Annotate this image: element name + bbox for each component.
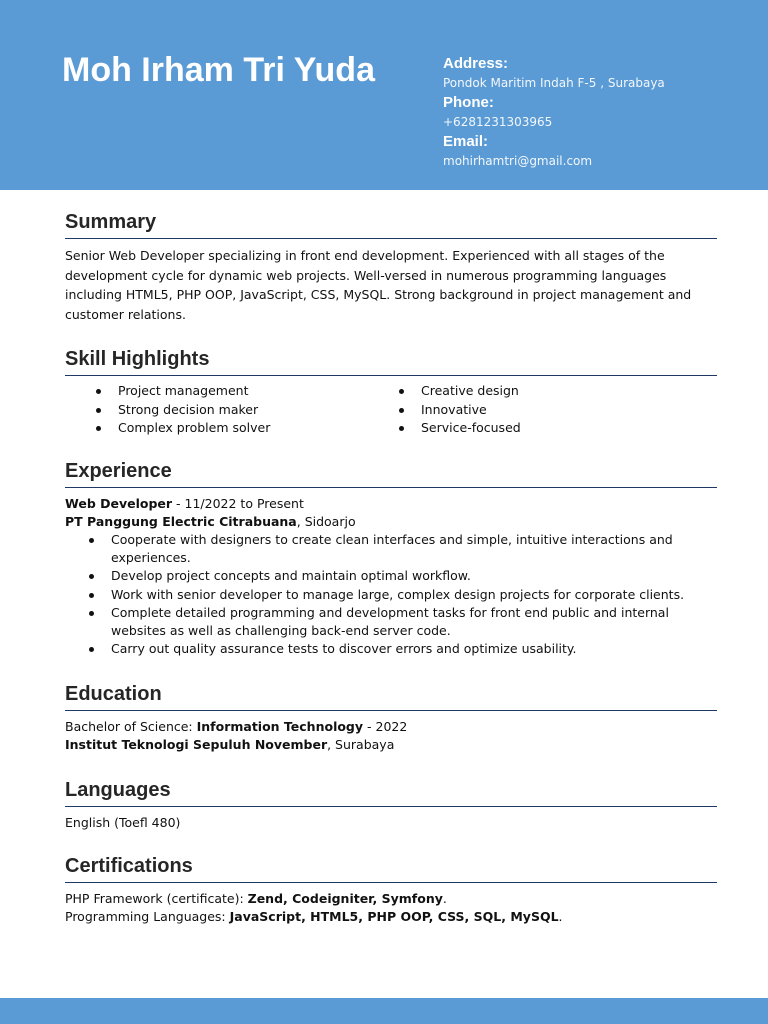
school-line [65, 736, 717, 754]
certification-line [65, 890, 717, 908]
duty-text: Carry out quality assurance tests to discover errors and optimize usability. [111, 641, 577, 657]
skill-item [368, 382, 671, 401]
skills-title: Skill Highlights [65, 347, 717, 376]
skills-right-list [368, 382, 671, 438]
cert-suffix: . [558, 908, 563, 924]
certification-line [65, 908, 717, 926]
footer-bar [0, 998, 768, 1024]
email-label: Email: [443, 133, 489, 150]
skill-item [368, 401, 671, 420]
cert-prefix: Programming Languages: [65, 908, 230, 924]
bullet-icon [89, 647, 94, 652]
cert-detail: Zend, Codeigniter, Symfony [247, 891, 443, 906]
bullet-icon [399, 389, 404, 394]
bullet-icon [399, 408, 404, 413]
bullet-icon [89, 611, 94, 616]
bullet-icon [89, 574, 94, 579]
education-section [65, 682, 717, 753]
duty-item [65, 586, 701, 604]
skill-item [368, 419, 671, 438]
skill-label: Project management [118, 383, 249, 398]
header-banner [0, 0, 768, 190]
duty-item [65, 531, 701, 567]
skill-item [65, 419, 368, 438]
address-value: Pondok Maritim Indah F-5 , Surabaya [443, 76, 665, 90]
duty-item [65, 604, 701, 640]
candidate-name: Moh Irham Tri Yuda [62, 51, 375, 89]
degree-line [65, 718, 717, 736]
phone-value: +6281231303965 [443, 115, 553, 129]
duty-item [65, 567, 701, 585]
cert-suffix: . [442, 891, 447, 906]
degree-year: - 2022 [363, 719, 408, 734]
bullet-icon [89, 538, 94, 543]
duty-item [65, 640, 701, 658]
job-title: Web Developer [65, 496, 173, 511]
duties-list [65, 531, 717, 658]
skill-label: Strong decision maker [118, 401, 259, 417]
contact-block [443, 54, 763, 171]
duty-text: Work with senior developer to manage large, complex design projects for corporate clients. [111, 586, 685, 602]
languages-title: Languages [65, 778, 717, 807]
phone-label: Phone: [443, 94, 494, 111]
duty-text: Cooperate with designers to create clean interfaces and simple, intuitive interactions and experiences. [111, 532, 673, 566]
cert-prefix: PHP Framework (certificate): [65, 891, 248, 906]
email-value[interactable]: mohirhamtri@gmail.com [443, 154, 593, 168]
skills-columns [65, 382, 717, 438]
skill-label: Service-focused [421, 420, 521, 435]
skill-label: Complex problem solver [118, 420, 271, 435]
bullet-icon [96, 389, 101, 394]
degree-major: Information Technology [196, 719, 364, 734]
job-period: - 11/2022 to Present [172, 496, 304, 511]
language-item: English (Toefl 480) [65, 815, 181, 830]
cert-detail: JavaScript, HTML5, PHP OOP, CSS, SQL, MySQL [229, 908, 559, 924]
company-line [65, 513, 717, 531]
job-title-line [65, 495, 717, 513]
duty-text: Develop project concepts and maintain optimal workflow. [111, 568, 471, 584]
address-label: Address: [443, 55, 509, 72]
certifications-section [65, 854, 717, 925]
summary-section [65, 210, 717, 324]
skill-label: Innovative [421, 401, 487, 417]
skills-section [65, 347, 717, 438]
skill-item [65, 401, 368, 420]
summary-title: Summary [65, 210, 717, 239]
summary-text: Senior Web Developer specializing in front end development. Experienced with all stages of the development cycle for dynamic web projects. Well-versed in numerous programming languages including HTML5, PHP OOP, JavaScript, CSS, MySQL. Strong background in project management and customer relations. [65, 248, 692, 322]
bullet-icon [399, 426, 404, 431]
experience-title: Experience [65, 459, 717, 488]
school-location: , Surabaya [327, 736, 395, 752]
bullet-icon [96, 408, 101, 413]
skill-label: Creative design [421, 383, 519, 398]
school-name: Institut Teknologi Sepuluh November [65, 736, 328, 752]
education-title: Education [65, 682, 717, 711]
company-name: PT Panggung Electric Citrabuana [65, 514, 297, 529]
degree-prefix: Bachelor of Science: [65, 719, 197, 734]
certifications-title: Certifications [65, 854, 717, 883]
skill-item [65, 382, 368, 401]
skills-left-list [65, 382, 368, 438]
company-location: , Sidoarjo [296, 514, 356, 529]
bullet-icon [89, 593, 94, 598]
bullet-icon [96, 426, 101, 431]
experience-section [65, 459, 717, 658]
duty-text: Complete detailed programming and development tasks for front end public and internal websites as well as challenging back-end server code. [111, 604, 669, 639]
languages-section [65, 778, 717, 832]
